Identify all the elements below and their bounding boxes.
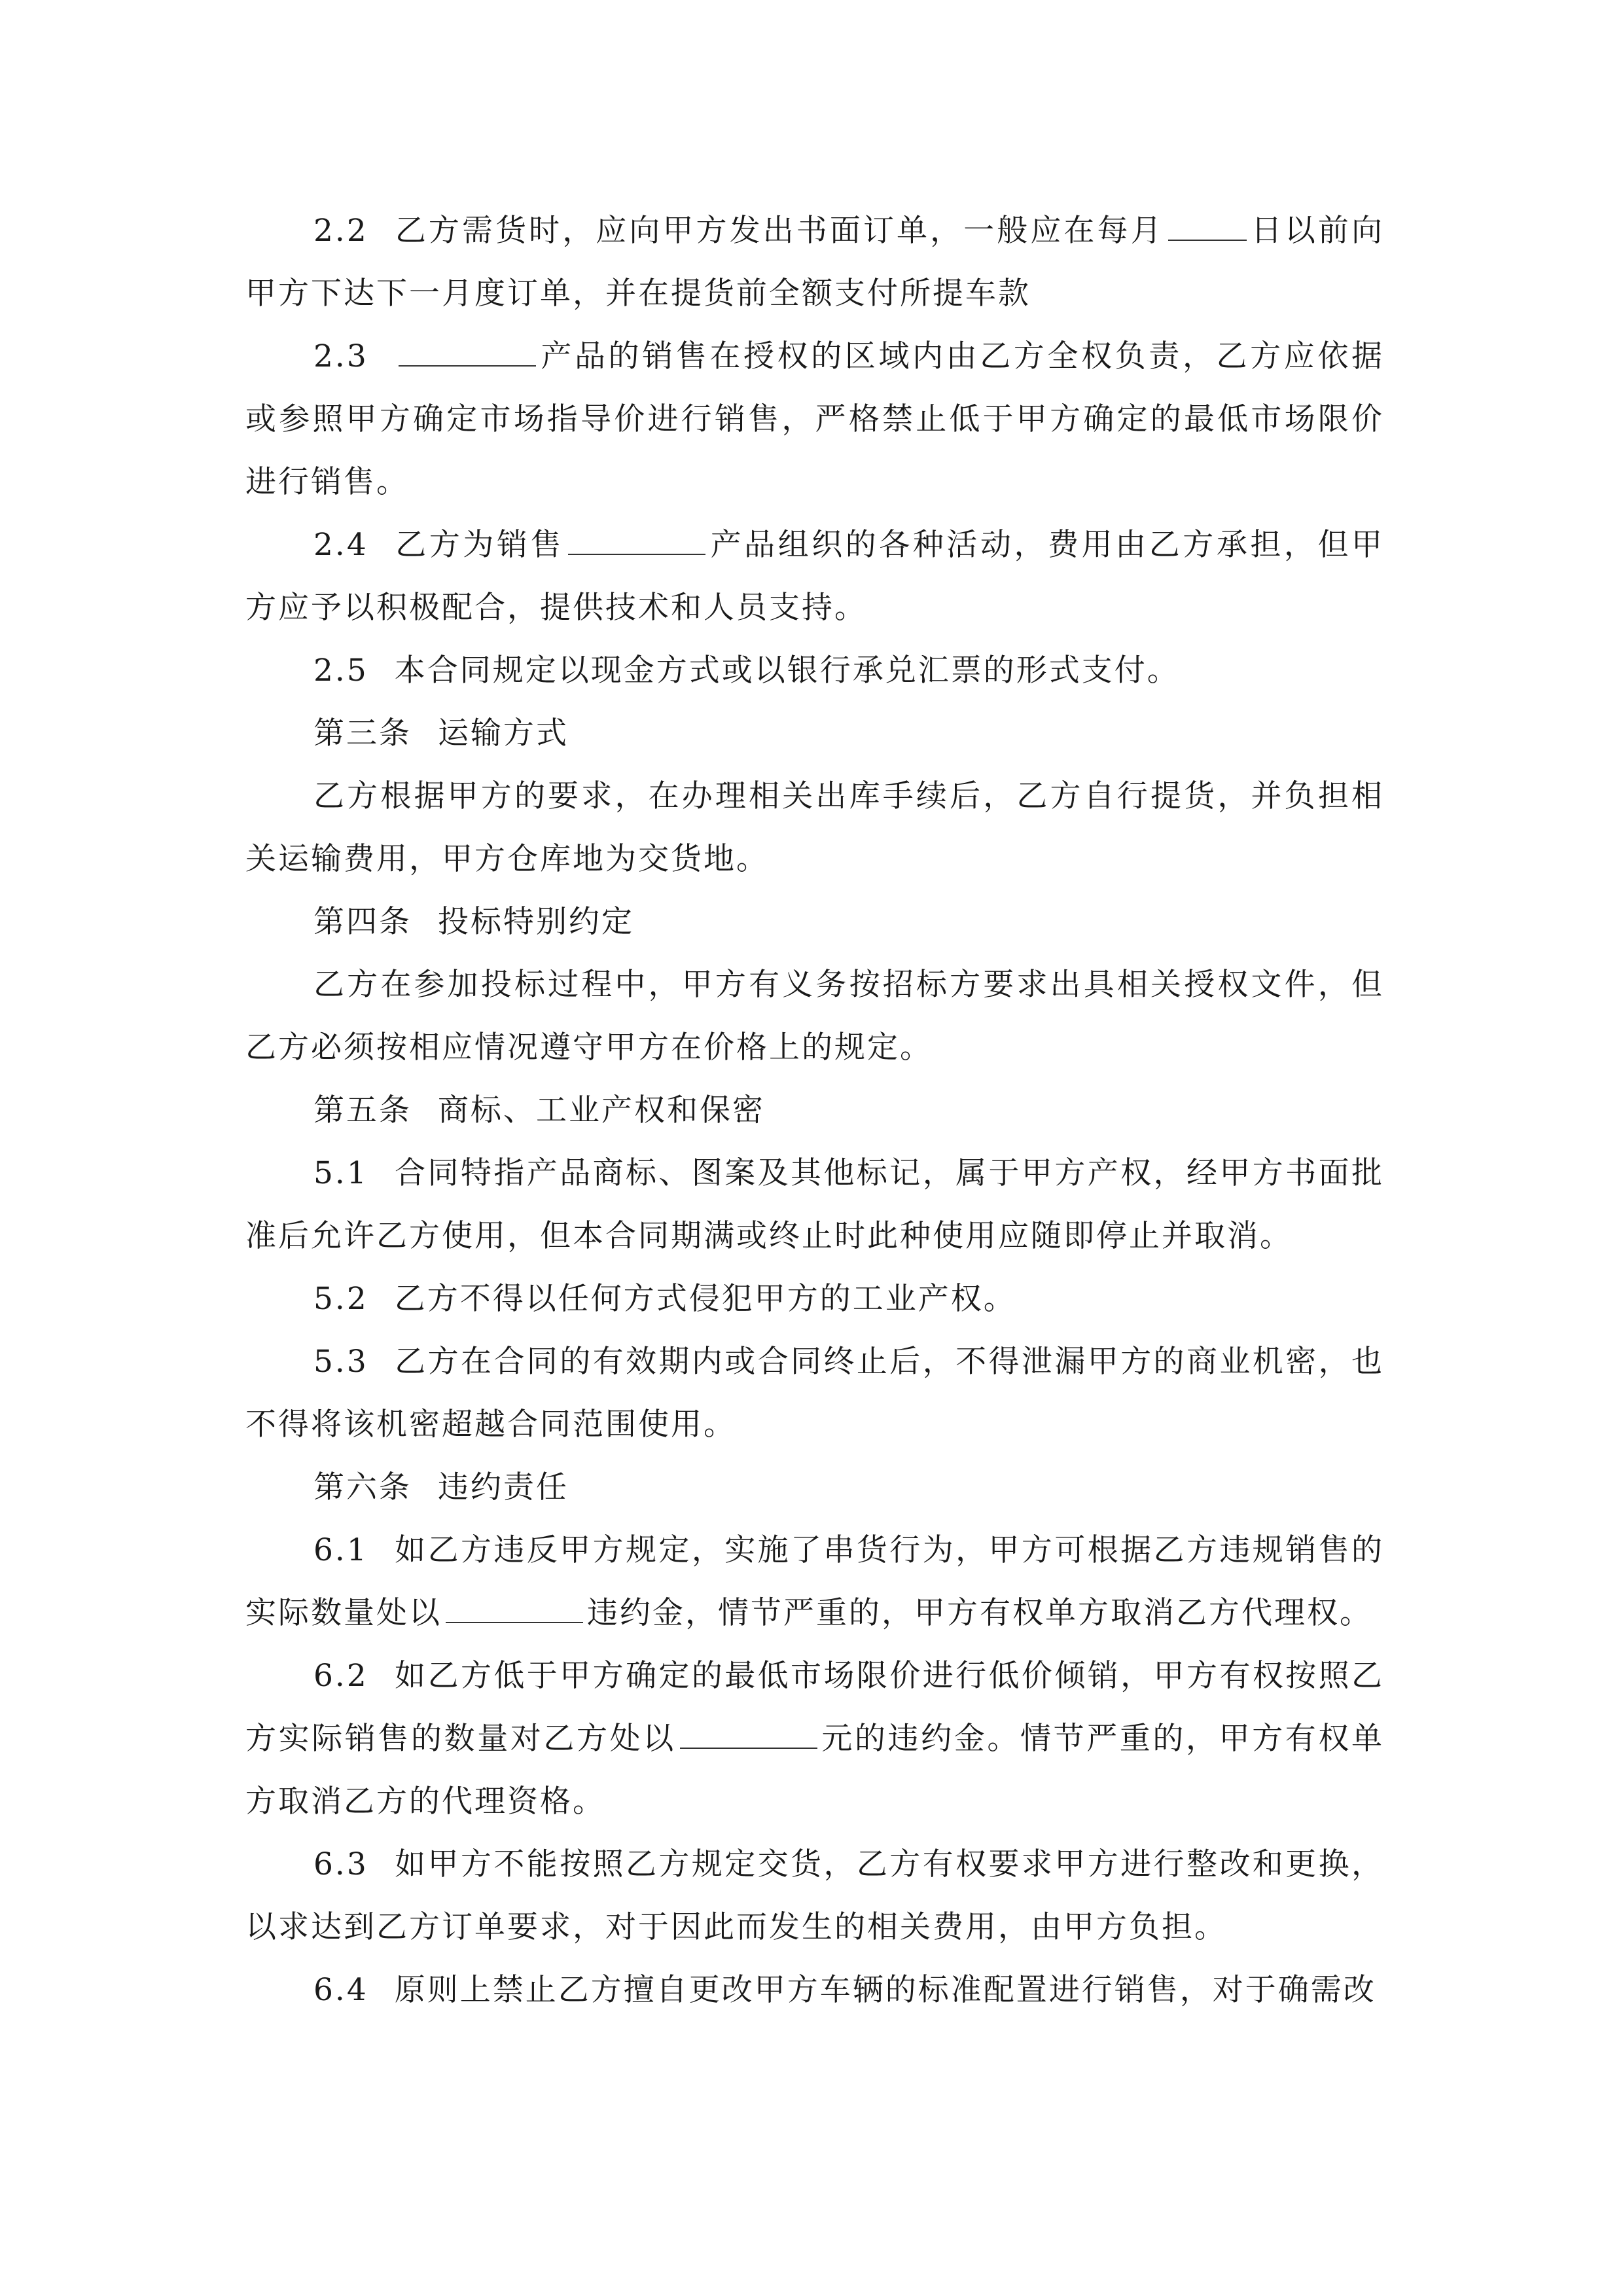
clause-6-2 [245, 1645, 1384, 1833]
article-number: 第四条 [313, 904, 412, 940]
article-4-body [245, 954, 1384, 1079]
fill-blank[interactable] [1168, 213, 1247, 241]
clause-6-4 [245, 1959, 1384, 2022]
clause-number: 6.4 [313, 1972, 368, 2008]
paragraph-text: 乙方在参加投标过程中，甲方有义务按招标方要求出具相关授权文件，但乙方必须按相应情况遵守甲方在价格上的规定。 [245, 967, 1384, 1066]
clause-number: 6.2 [313, 1658, 368, 1694]
document-body [245, 200, 1384, 2022]
article-title: 商标、工业产权和保密 [438, 1092, 765, 1128]
article-4-heading [245, 891, 1384, 954]
fill-blank[interactable] [680, 1721, 817, 1749]
clause-5-3 [245, 1331, 1384, 1456]
clause-number: 2.3 [313, 338, 368, 374]
clause-text: 如甲方不能按照乙方规定交货，乙方有权要求甲方进行整改和更换，以求达到乙方订单要求，对于因此而发生的相关费用，由甲方负担。 [245, 1846, 1384, 1945]
clause-number: 5.1 [313, 1155, 368, 1191]
clause-text-cont: 日以前向甲方下达下一月度订单，并在提货前全额支付所提车款 [245, 213, 1385, 312]
clause-2-3 [245, 325, 1384, 514]
clause-5-2 [245, 1268, 1384, 1331]
clause-text: 如乙方低于甲方确定的最低市场限价进行低价倾销，甲方有权按照乙方实际销售的数量对乙方处以 [245, 1658, 1384, 1757]
clause-number: 6.1 [313, 1532, 368, 1568]
clause-5-1 [245, 1142, 1384, 1268]
clause-text-cont: 产品组织的各种活动，费用由乙方承担，但甲方应予以积极配合，提供技术和人员支持。 [245, 527, 1385, 626]
clause-2-4 [245, 514, 1384, 639]
clause-text-cont: 产品的销售在授权的区域内由乙方全权负责，乙方应依据或参照甲方确定市场指导价进行销售，严格禁止低于甲方确定的最低市场限价进行销售。 [245, 338, 1384, 500]
fill-blank[interactable] [568, 528, 705, 555]
fill-blank[interactable] [399, 339, 536, 367]
clause-number: 5.2 [313, 1281, 368, 1317]
clause-text-cont: 违约金，情节严重的，甲方有权单方取消乙方代理权。 [587, 1595, 1372, 1631]
clause-text: 乙方在合同的有效期内或合同终止后，不得泄漏甲方的商业机密，也不得将该机密超越合同范围使用。 [245, 1344, 1384, 1443]
clause-text: 合同特指产品商标、图案及其他标记，属于甲方产权，经甲方书面批准后允许乙方使用，但本合同期满或终止时此种使用应随即停止并取消。 [245, 1155, 1384, 1254]
article-5-heading [245, 1079, 1384, 1142]
clause-6-3 [245, 1833, 1384, 1959]
article-number: 第三条 [313, 715, 412, 751]
paragraph-text: 乙方根据甲方的要求，在办理相关出库手续后，乙方自行提货，并负担相关运输费用，甲方仓库地为交货地。 [245, 778, 1384, 877]
clause-text: 乙方不得以任何方式侵犯甲方的工业产权。 [394, 1281, 1016, 1317]
clause-text: 本合同规定以现金方式或以银行承兑汇票的形式支付。 [394, 653, 1180, 689]
article-3-body [245, 765, 1384, 891]
fill-blank[interactable] [446, 1596, 583, 1623]
clause-text: 如乙方违反甲方规定，实施了串货行为，甲方可根据乙方违规销售的实际数量处以 [245, 1532, 1384, 1631]
clause-number: 2.2 [313, 213, 368, 249]
clause-number: 2.4 [313, 527, 368, 563]
clause-text: 原则上禁止乙方擅自更改甲方车辆的标准配置进行销售，对于确需改 [394, 1972, 1376, 2008]
article-3-heading [245, 702, 1384, 765]
clause-number: 2.5 [313, 653, 368, 689]
article-title: 运输方式 [438, 715, 569, 751]
article-number: 第六条 [313, 1469, 412, 1505]
clause-number: 5.3 [313, 1344, 368, 1380]
clause-text: 乙方为销售 [394, 527, 565, 563]
clause-2-5 [245, 639, 1384, 702]
clause-text-cont: 元的违约金。情节严重的，甲方有权单方取消乙方的代理资格。 [245, 1721, 1385, 1820]
article-6-heading [245, 1456, 1384, 1519]
article-title: 投标特别约定 [438, 904, 634, 940]
clause-6-1 [245, 1519, 1384, 1645]
article-number: 第五条 [313, 1092, 412, 1128]
clause-2-2 [245, 200, 1384, 325]
article-title: 违约责任 [438, 1469, 569, 1505]
clause-number: 6.3 [313, 1846, 368, 1882]
clause-text: 乙方需货时，应向甲方发出书面订单，一般应在每月 [394, 213, 1164, 249]
